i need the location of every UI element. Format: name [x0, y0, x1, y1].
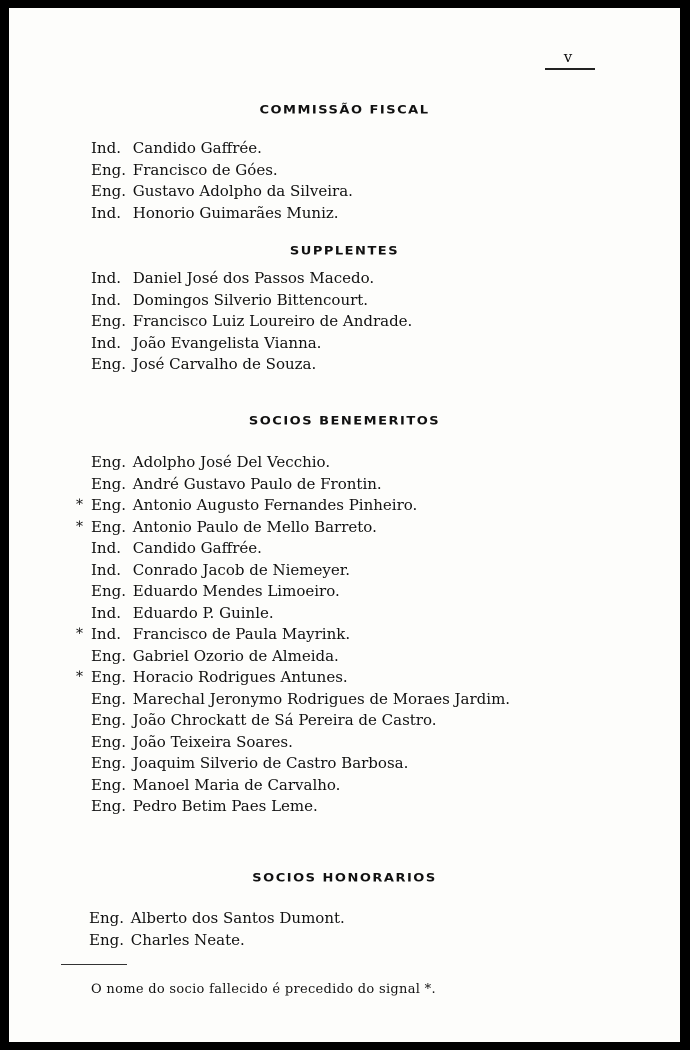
- entry-title: Eng.: [91, 797, 126, 815]
- list-item: [91, 452, 510, 474]
- entry-title: Eng.: [91, 474, 126, 493]
- list-item: [91, 160, 353, 182]
- deceased-mark: *: [76, 518, 83, 535]
- entry-name: Pedro Betim Paes Leme.: [132, 797, 318, 815]
- entry-name: Conrado Jacob de Niemeyer.: [132, 560, 351, 579]
- entry-title: Ind.: [91, 139, 121, 157]
- entry-name: Antonio Augusto Fernandes Pinheiro.: [132, 496, 418, 514]
- list-item: [91, 796, 510, 818]
- entry-name: João Chrockatt de Sá Pereira de Castro.: [132, 711, 437, 729]
- socios-benemeritos-list: [76, 452, 511, 818]
- commissao-fiscal-list: [91, 138, 353, 224]
- list-item: [76, 667, 510, 689]
- document-page: [9, 8, 680, 1042]
- entry-title: Eng.: [91, 732, 126, 751]
- entry-title: Ind.: [91, 333, 121, 352]
- list-item: [91, 333, 412, 355]
- entry-name: João Evangelista Vianna.: [132, 333, 322, 352]
- list-item: [91, 354, 412, 376]
- list-item: [91, 710, 510, 732]
- list-item: [91, 474, 510, 496]
- entry-name: José Carvalho de Souza.: [132, 355, 317, 373]
- list-item: [91, 138, 353, 160]
- list-item: [91, 581, 510, 603]
- entry-title: Ind.: [91, 625, 121, 643]
- footnote-rule: [61, 964, 127, 965]
- deceased-mark: *: [76, 669, 83, 685]
- list-item: [76, 517, 510, 539]
- footnote: O nome do socio fallecido é precedido do signal *.: [91, 982, 436, 997]
- list-item: [89, 908, 345, 930]
- list-item: [91, 538, 510, 560]
- entry-title: Eng.: [91, 582, 126, 600]
- deceased-mark: *: [76, 626, 83, 642]
- entry-title: Eng.: [91, 517, 126, 536]
- entry-name: Francisco Luiz Loureiro de Andrade.: [132, 312, 413, 330]
- entry-title: Ind.: [91, 603, 121, 622]
- entry-name: Charles Neate.: [130, 930, 245, 949]
- socios-honorarios-list: [89, 908, 345, 951]
- section-heading-supplentes: SUPPLENTES: [289, 244, 400, 259]
- entry-title: Eng.: [89, 930, 124, 949]
- entry-title: Eng.: [91, 711, 126, 729]
- list-item: [91, 560, 510, 582]
- entry-title: Eng.: [91, 182, 126, 200]
- entry-name: Adolpho José Del Vecchio.: [132, 453, 331, 471]
- entry-name: Manoel Maria de Carvalho.: [132, 775, 341, 794]
- list-item: [91, 311, 412, 333]
- entry-title: Eng.: [91, 646, 126, 665]
- list-item: [76, 624, 510, 646]
- entry-name: Candido Gaffrée.: [132, 139, 262, 157]
- entry-title: Ind.: [91, 203, 121, 222]
- entry-name: Antonio Paulo de Mello Barreto.: [132, 517, 377, 536]
- list-item: [91, 646, 510, 668]
- list-item: [91, 203, 353, 225]
- entry-title: Ind.: [91, 560, 121, 579]
- list-item: [91, 732, 510, 754]
- entry-name: Horacio Rodrigues Antunes.: [132, 668, 348, 686]
- page-number: v: [563, 48, 573, 66]
- entry-name: Eduardo Mendes Limoeiro.: [132, 582, 340, 600]
- entry-name: Daniel José dos Passos Macedo.: [132, 269, 375, 287]
- entry-name: Candido Gaffrée.: [132, 539, 262, 557]
- entry-title: Eng.: [91, 775, 126, 794]
- entry-name: Gustavo Adolpho da Silveira.: [132, 182, 353, 200]
- entry-title: Ind.: [91, 269, 121, 287]
- entry-title: Ind.: [91, 290, 121, 309]
- entry-title: Eng.: [91, 312, 126, 330]
- list-item: [91, 753, 510, 775]
- entry-title: Eng.: [91, 160, 126, 179]
- list-item: [89, 930, 345, 952]
- entry-name: João Teixeira Soares.: [132, 732, 293, 751]
- list-item: [91, 268, 412, 290]
- supplentes-list: [91, 268, 412, 376]
- list-item: [91, 689, 510, 711]
- entry-name: Honorio Guimarães Muniz.: [132, 203, 339, 222]
- entry-title: Eng.: [91, 496, 126, 514]
- entry-name: Alberto dos Santos Dumont.: [130, 909, 345, 927]
- entry-title: Eng.: [91, 668, 126, 686]
- list-item: [91, 603, 510, 625]
- list-item: [91, 181, 353, 203]
- entry-name: Francisco de Góes.: [132, 160, 278, 179]
- entry-name: Eduardo P. Guinle.: [132, 603, 274, 622]
- list-item: [91, 775, 510, 797]
- section-heading-socios-benemeritos: SOCIOS BENEMERITOS: [248, 414, 441, 429]
- entry-name: Gabriel Ozorio de Almeida.: [132, 646, 339, 665]
- section-heading-commissao-fiscal: COMMISSÃO FISCAL: [259, 103, 430, 118]
- entry-title: Ind.: [91, 539, 121, 557]
- entry-title: Eng.: [91, 355, 126, 373]
- entry-title: Eng.: [91, 689, 126, 708]
- entry-name: Joaquim Silverio de Castro Barbosa.: [132, 754, 409, 772]
- list-item: [76, 495, 510, 517]
- deceased-mark: *: [76, 497, 83, 513]
- entry-name: Marechal Jeronymo Rodrigues de Moraes Jardim.: [132, 689, 511, 708]
- section-heading-socios-honorarios: SOCIOS HONORARIOS: [252, 871, 437, 886]
- entry-title: Eng.: [89, 909, 124, 927]
- page-number-rule: [545, 68, 595, 70]
- entry-title: Eng.: [91, 754, 126, 772]
- entry-name: Francisco de Paula Mayrink.: [132, 625, 351, 643]
- entry-name: André Gustavo Paulo de Frontin.: [132, 474, 382, 493]
- entry-name: Domingos Silverio Bittencourt.: [132, 290, 369, 309]
- entry-title: Eng.: [91, 453, 126, 471]
- list-item: [91, 290, 412, 312]
